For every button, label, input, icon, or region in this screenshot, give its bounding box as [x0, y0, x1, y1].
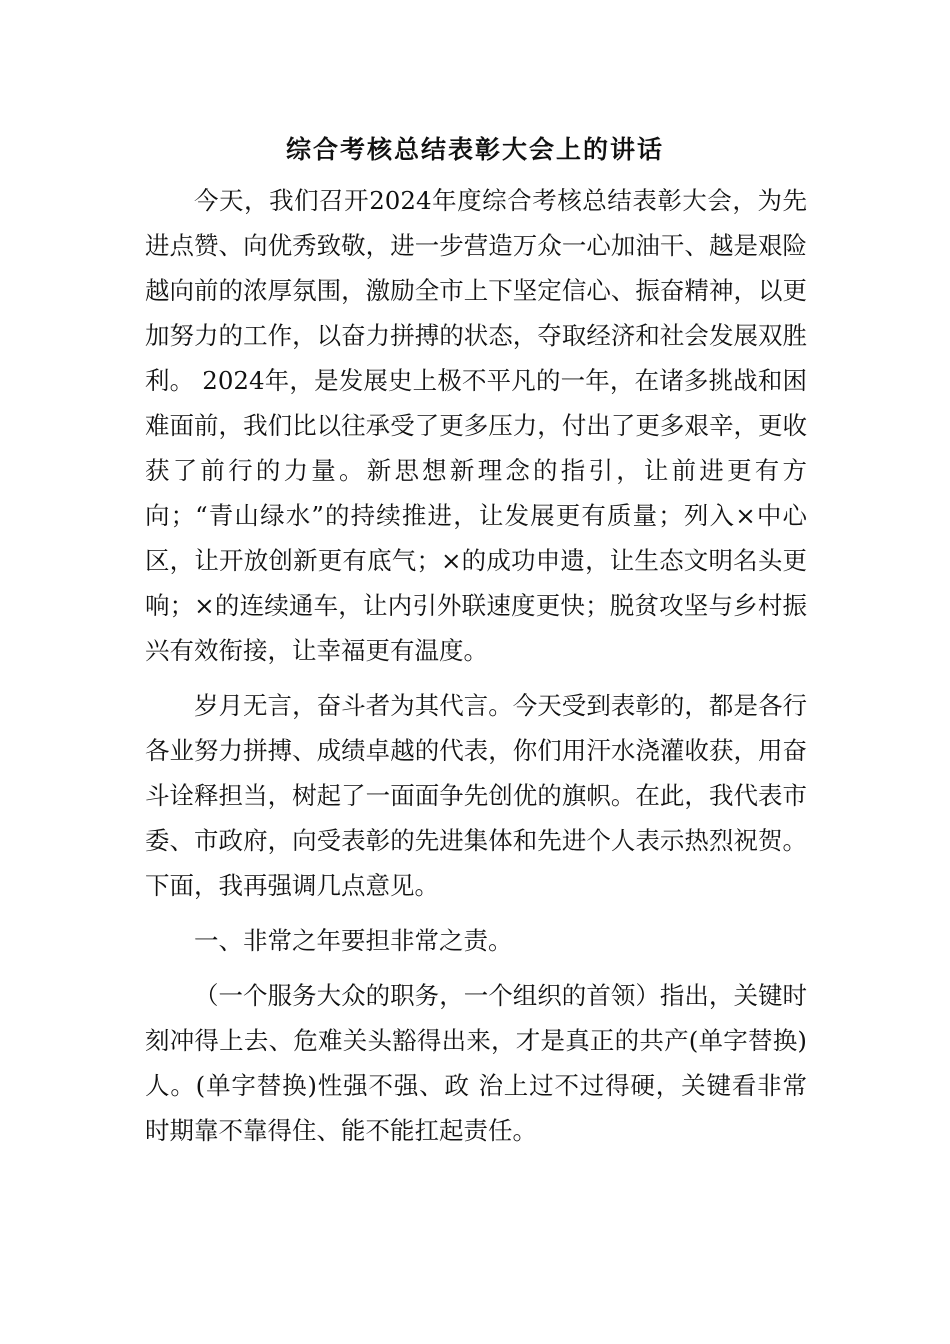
paragraph-intro: 今天，我们召开2024年度综合考核总结表彰大会，为先进点赞、向优秀致敬，进一步营造万众一心加油干、越是艰险越向前的浓厚氛围，激励全市上下坚定信心、振奋精神，以更加努力的工作，以奋力拼搏的状态，夺取经济和社会发展双胜利。 2024年，是发展史上极不平凡的一年，在诸多挑战和困难面前，我们比以往承受了更多压力，付出了更多艰辛，更收获了前行的力量。新思想新理念的指引，让前进更有方向；“青山绿水”的持续推进，让发展更有质量；列入×中心区，让开放创新更有底气；×的成功申遗，让生态文明名头更响；×的连续通车，让内引外联速度更快；脱贫攻坚与乡村振兴有效衔接，让幸福更有温度。 [145, 186, 807, 665]
document-body [145, 178, 807, 1163]
document-title: 综合考核总结表彰大会上的讲话 [285, 135, 664, 164]
paragraph-commendation: 岁月无言，奋斗者为其代言。今天受到表彰的，都是各行各业努力拼搏、成绩卓越的代表，你们用汗水浇灌收获，用奋斗诠释担当，树起了一面面争先创优的旗帜。在此，我代表市委、市政府，向受表彰的先进集体和先进个人表示热烈祝贺。下面，我再强调几点意见。 [145, 691, 807, 900]
section-heading-1: 一、非常之年要担非常之责。 [194, 926, 513, 955]
paragraph-section-1: （一个服务大众的职务，一个组织的首领）指出，关键时刻冲得上去、危难关头豁得出来，才是真正的共产(单字替换)人。(单字替换)性强不强、政 治上过不过得硬，关键看非常时期靠不靠得住、能不能扛起责任。 [145, 981, 807, 1145]
